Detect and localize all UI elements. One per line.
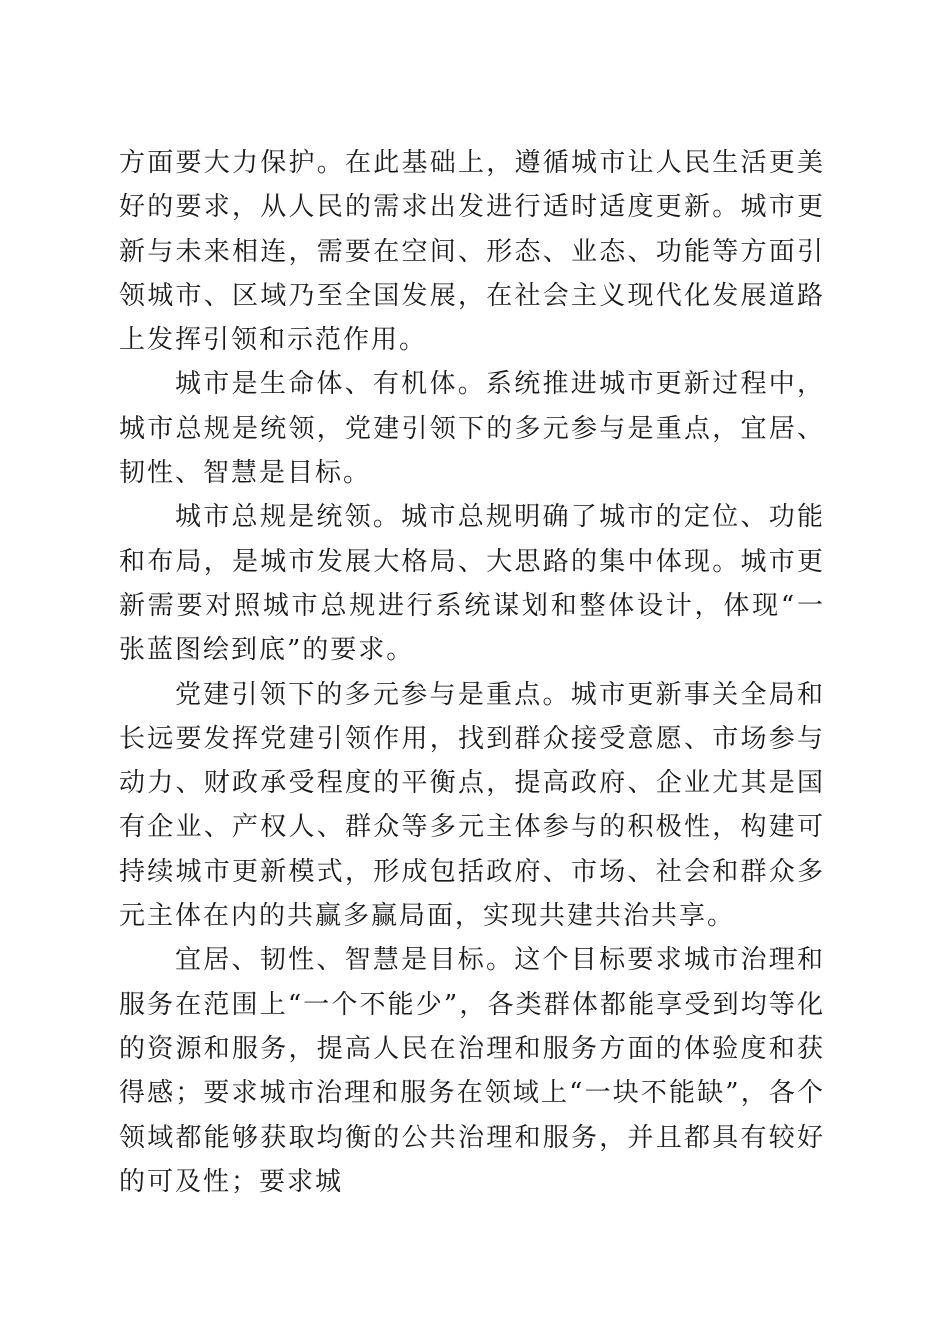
paragraph-2: 城市是生命体、有机体。系统推进城市更新过程中，城市总规是统领，党建引领下的多元参与是重点，宜居、韧性、智慧是目标。 bbox=[119, 369, 825, 489]
body-text bbox=[119, 141, 825, 1204]
paragraph-5: 宜居、韧性、智慧是目标。这个目标要求城市治理和服务在范围上“一个不能少”，各类群体都能享受到均等化的资源和服务，提高人民在治理和服务方面的体验度和获得感；要求城市治理和服务在领域上“一块不能缺”，各个领域都能够获取均衡的公共治理和服务，并且都具有较好的可及性；要求城 bbox=[119, 945, 825, 1197]
paragraph-4: 党建引领下的多元参与是重点。城市更新事关全局和长远要发挥党建引领作用，找到群众接受意愿、市场参与动力、财政承受程度的平衡点，提高政府、企业尤其是国有企业、产权人、群众等多元主体参与的积极性，构建可持续城市更新模式，形成包括政府、市场、社会和群众多元主体在内的共赢多赢局面，实现共建共治共享。 bbox=[119, 679, 825, 932]
paragraph-3: 城市总规是统领。城市总规明确了城市的定位、功能和布局，是城市发展大格局、大思路的集中体现。城市更新需要对照城市总规进行系统谋划和整体设计，体现“一张蓝图绘到底”的要求。 bbox=[119, 502, 825, 666]
paragraph-1: 方面要大力保护。在此基础上，遵循城市让人民生活更美好的要求，从人民的需求出发进行适时适度更新。城市更新与未来相连，需要在空间、形态、业态、功能等方面引领城市、区域乃至全国发展，在社会主义现代化发展道路上发挥引领和示范作用。 bbox=[119, 148, 825, 356]
